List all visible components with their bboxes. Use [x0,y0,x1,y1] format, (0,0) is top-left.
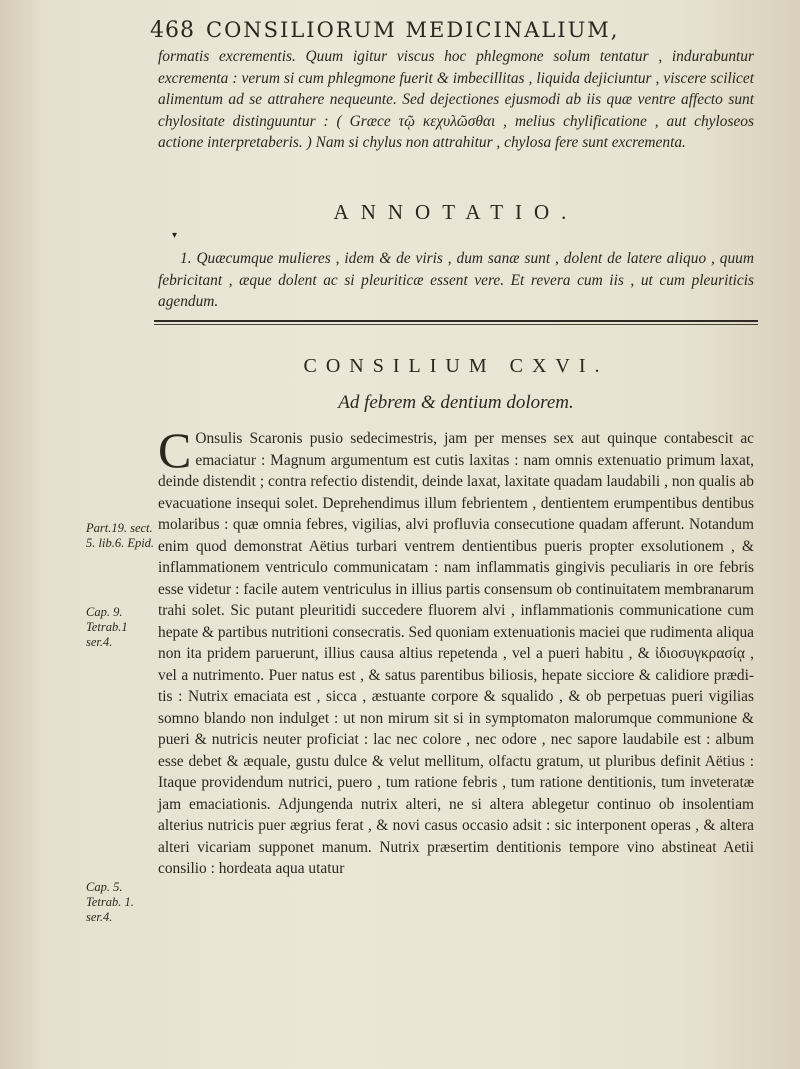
consilium-text: Onsulis Scaronis pusio sedecimestris, jam per menses sex aut quinque contabescit ac emaciatur : Magnum argumentum est cutis laxitas : nam omnis extenuatio primum laxat, deinde distendit ; contra refectio distendit, deinde laxat, laxitate quadam laudabili , non qualis ab evacuatione insequi solet. Deprehendimus illum febrientem , dentientem erumpentibus dentibus molaribus : quæ omnia febres, vigilias, alvi profluvia consecutione quadam afferunt. Notandum enim quod demonstrat Aëtius turbari ventrem dentientibus pueris propter exsolutionem , & inflammationem ventriculo communicatam : nam inflammatis gingivis peculiaris in ore febris esse videtur : facile autem ventriculus in illius partis consensum ob continuitatem membranarum trahi solet. Sic putant pleuritidi succedere fluorem alvi , inflammationis communicatione cum hepate & partibus nutritioni consecratis. Sed quoniam extenuationis maciei que rudimenta aliqua non ita pridem paruerunt, illius causa altius repetenda , vel a pueri habitu , & ἰδιοσυγκρασίᾳ , vel a nutrimento. Puer natus est , & satus parentibus biliosis, hepate sicciore & calidiore prædi-tis : Nutrix emaciata est , sicca , æstuante corpore & squalido , & ob perpetuas pueri vigilias somno blando non indulget : ut non mirum sit si in symptomaton malorumque communione & pueri & nutricis neuter proficiat : lac nec colore , nec odore , nec sapore laudabile est : album esse debet & æquale, gustu dulce & velut mellitum, olfactu gratum, ut pluribus definit Aëtius : Itaque providendum nutrici, puero , tum ratione febris , tum ratione dentitionis, tum inveteratæ jam emaciationis. Adjungenda nutrix alteri, ne si altera ablegetur continuo ob insolentiam alterius nutricis puer ægrius ferat , & novi casus occasio adsit : sic interponent operas , & altera alteri vicariam supponet manum. Nutrix præsertim dentitionis tempore vino abstineat Aetii consilio : hordeata aqua utatur [158,430,754,877]
consilium-body [158,422,754,880]
margin-note-2: Cap. 9. Tetrab.1 ser.4. [86,605,128,649]
section-divider-thin [154,324,758,325]
consilium-heading: CONSILIUM CXVI. [303,355,609,377]
ornament-mark: ▾ [172,230,178,241]
section-divider [154,320,758,322]
margin-note-3: Cap. 5. Tetrab. 1. ser.4. [86,880,134,924]
annotatio-heading: ANNOTATIO. [333,200,579,224]
annotatio-paragraph: 1. Quæcumque mulieres , idem & de viris , dum sanæ sunt , dolent de latere aliquo , quum febricitant , æque dolent ac si pleuriticæ essent vere. Et revera cum iis , ut cum pleuriticis agendum. [158,250,754,310]
intro-paragraph: formatis excrementis. Quum igitur viscus hoc phlegmone solum tentatur , indurabuntur excrementa : verum si cum phlegmone fuerit & imbecillitas , liquida dejiciuntur , viscere scilicet alimentum ad se attrahere nequeunte. Sed dejectiones ejusmodi ab iis quæ ventre affecto sunt chylositate distinguuntur : ( Græce τῷ κεχυλῶσθαι , melius chylificatione , aut chylosеos actione interpretaberis. ) Nam si chylus non attrahitur , chylosa fere sunt excrementa. [158,48,754,151]
margin-note-1: Part.19. sect. 5. lib.6. Epid. [86,521,155,550]
running-title: CONSILIORUM MEDICINALIUM, [206,18,620,42]
page-number: 468 [150,18,195,43]
drop-capital: C [158,422,192,478]
consilium-subtitle: Ad febrem & dentium dolorem. [338,392,574,413]
